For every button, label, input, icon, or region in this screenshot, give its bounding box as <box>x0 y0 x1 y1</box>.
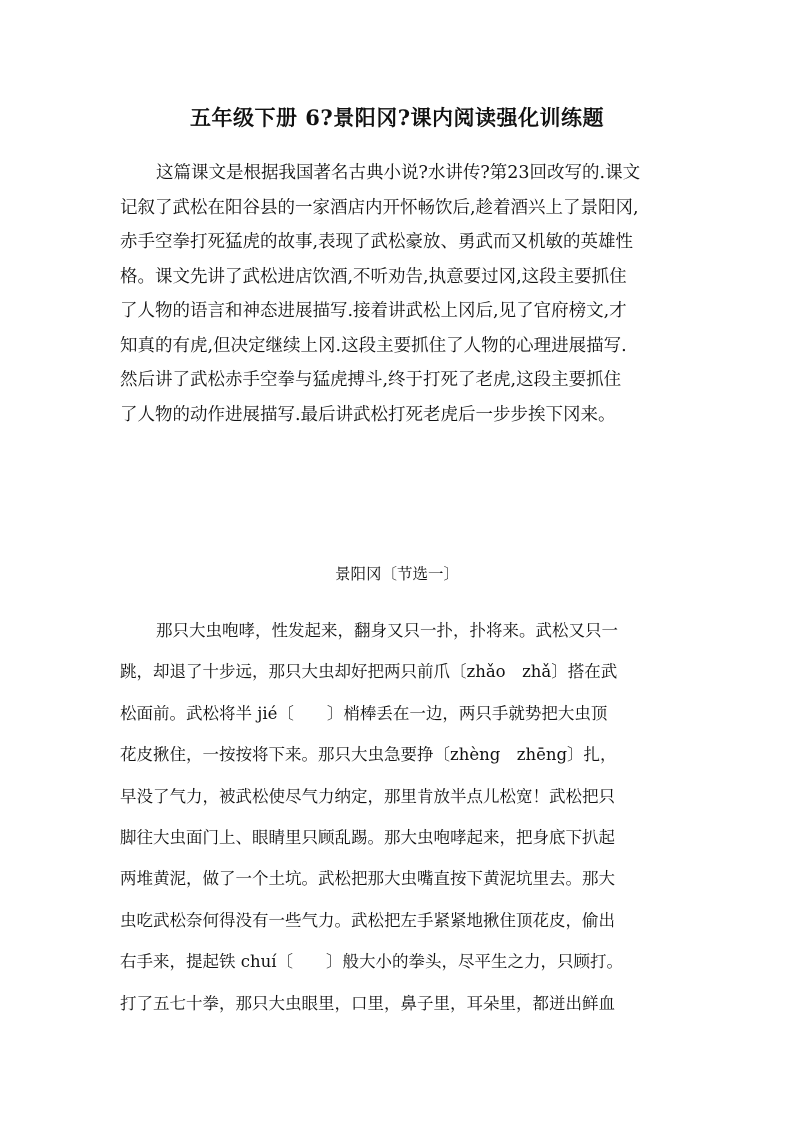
section-title: 景阳冈〔节选一〕 <box>334 565 459 583</box>
passage-line: 脚往大虫面门上、眼睛里只顾乱踢。那大虫咆哮起来，把身底下扒起 <box>120 827 615 847</box>
passage-line: 两堆黄泥，做了一个土坑。武松把那大虫嘴直按下黄泥坑里去。那大 <box>120 869 615 889</box>
passage-line: 虫吃武松奈何得没有一些气力。武松把左手紧紧地揪住顶花皮，偷出 <box>120 910 615 930</box>
passage-line: 打了五七十拳，那只大虫眼里，口里，鼻子里，耳朵里，都迸出鲜血 <box>120 993 615 1013</box>
intro-line: 记叙了武松在阳谷县的一家酒店内开怀畅饮后,趁着酒兴上了景阳冈, <box>120 197 639 218</box>
intro-line: 赤手空拳打死猛虎的故事,表现了武松豪放、勇武而又机敏的英雄性 <box>120 232 634 252</box>
intro-line: 知真的有虎,但决定继续上冈.这段主要抓住了人物的心理进展描写. <box>120 335 627 356</box>
intro-line: 格。课文先讲了武松进店饮酒,不听劝告,执意要过冈,这段主要抓住 <box>120 266 627 287</box>
passage-line: 那只大虫咆哮，性发起来，翻身又只一扑，扑将来。武松又只一 <box>156 621 618 640</box>
intro-line: 这篇课文是根据我国著名古典小说?水讲传?第23回改写的.课文 <box>156 163 641 183</box>
passage-line: 早没了气力，被武松使尽气力纳定，那里肯放半点儿松宽！武松把只 <box>120 786 615 806</box>
document-title: 五年级下册 6?景阳冈?课内阅读强化训练题 <box>189 105 605 130</box>
intro-line: 了人物的语言和神态进展描写.接着讲武松上冈后,见了官府榜文,才 <box>120 301 627 321</box>
passage-line: 花皮揪住，一按按将下来。那只大虫急要挣〔zhèng zhēng〕扎， <box>120 745 617 765</box>
passage-line: 右手来，提起铁 chuí〔 〕般大小的拳头，尽平生之力，只顾打。 <box>120 952 624 972</box>
passage-paragraph <box>120 610 680 1024</box>
intro-line: 了人物的动作进展描写.最后讲武松打死老虎后一步步挨下冈来。 <box>120 404 616 425</box>
intro-line: 然后讲了武松赤手空拳与猛虎搏斗,终于打死了老虎,这段主要抓住 <box>120 370 622 390</box>
passage-line: 跳，却退了十步远，那只大虫却好把两只前爪〔zhǎo zhǎ〕搭在武 <box>120 662 618 682</box>
intro-paragraph <box>120 156 680 432</box>
passage-line: 松面前。武松将半 jié〔 〕梢棒丢在一边，两只手就势把大虫顶 <box>120 703 608 723</box>
